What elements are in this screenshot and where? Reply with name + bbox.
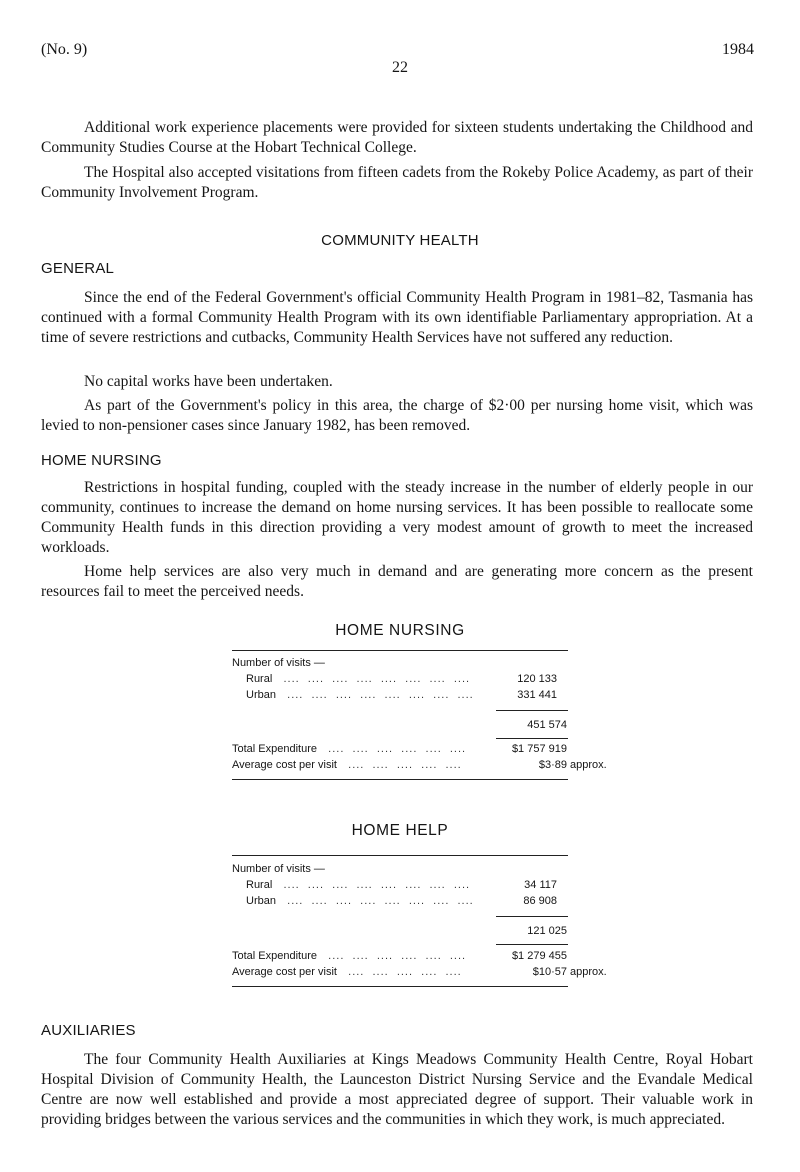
urban-value: 86 908 xyxy=(523,895,557,907)
avg-cost-label: Average cost per visit .... .... .... .... .... xyxy=(232,759,462,771)
subtotal-rule xyxy=(496,916,568,917)
total-rule xyxy=(496,738,568,739)
auxiliaries-paragraph: The four Community Health Auxiliaries at Kings Meadows Community Health Centre, Royal Hobart Hospital Division of Community Health, the Launceston District Nursing Service and the Evandale Medical Centre are now well established and provide a most appreciated degree of support. Their valuable work in providing bridges between the various services and the communities in which they work, is much appreciated. xyxy=(41,1051,753,1128)
rural-value: 34 117 xyxy=(524,879,557,891)
expenditure-value: $1 757 919 xyxy=(511,743,567,755)
approx-note: approx. xyxy=(570,966,607,978)
rural-value: 120 133 xyxy=(517,673,557,685)
subtotal-rule xyxy=(496,710,568,711)
home-nursing-paragraph-1: Restrictions in hospital funding, coupled with the steady increase in the number of elderly people in our community, continues to increase the demand on home nursing services. It has been possible to reallocate some Community Health funds in this direction providing a very modest amount of growth to meet the increased workloads. xyxy=(41,479,753,556)
urban-label: Urban .... .... .... .... .... .... .... .... xyxy=(246,895,474,907)
general-paragraph-1: Since the end of the Federal Government's official Community Health Program in 1981–82, Tasmania has continued with a formal Community Health Program with its own identifiable Parliamentary appropriation. At a time of severe restrictions and cutbacks, Community Health Services have not suffered any reduction. xyxy=(41,289,753,346)
urban-value: 331 441 xyxy=(517,689,557,701)
avg-cost-label: Average cost per visit .... .... .... .... .... xyxy=(232,966,462,978)
avg-cost-value: $10·57 xyxy=(532,966,567,978)
home-nursing-table-title: HOME NURSING xyxy=(335,622,465,639)
visits-label: Number of visits — xyxy=(232,863,325,875)
table-top-rule xyxy=(232,650,568,651)
home-nursing-paragraph-2: Home help services are also very much in demand and are generating more concern as the present resources fail to meet the perceived needs. xyxy=(41,563,753,600)
auxiliaries-heading: AUXILIARIES xyxy=(41,1022,136,1039)
intro-paragraph-1: Additional work experience placements were provided for sixteen students undertaking the Childhood and Community Studies Course at the Hobart Technical College. xyxy=(41,119,753,156)
home-help-table-title: HOME HELP xyxy=(351,822,449,839)
intro-paragraph-2: The Hospital also accepted visitations from fifteen cadets from the Rokeby Police Academy, as part of their Community Involvement Program. xyxy=(41,164,753,201)
visits-label: Number of visits — xyxy=(232,657,325,669)
table-top-rule xyxy=(232,855,568,856)
page-number: 22 xyxy=(392,59,408,76)
table-bottom-rule xyxy=(232,986,568,987)
urban-label: Urban .... .... .... .... .... .... .... .... xyxy=(246,689,474,701)
rural-label: Rural .... .... .... .... .... .... .... .... xyxy=(246,673,471,685)
header-issue-number: (No. 9) xyxy=(41,41,88,58)
approx-note: approx. xyxy=(570,759,607,771)
table-bottom-rule xyxy=(232,779,568,780)
general-heading: GENERAL xyxy=(41,260,115,277)
home-nursing-heading: HOME NURSING xyxy=(41,452,162,469)
expenditure-label: Total Expenditure .... .... .... .... .... .... xyxy=(232,743,467,755)
total-rule xyxy=(496,944,568,945)
total-visits-value: 451 574 xyxy=(527,719,567,731)
expenditure-label: Total Expenditure .... .... .... .... .... .... xyxy=(232,950,467,962)
rural-label: Rural .... .... .... .... .... .... .... .... xyxy=(246,879,471,891)
expenditure-value: $1 279 455 xyxy=(511,950,567,962)
community-health-title: COMMUNITY HEALTH xyxy=(321,232,479,249)
total-visits-value: 121 025 xyxy=(527,925,567,937)
general-paragraph-2: No capital works have been undertaken. xyxy=(84,373,333,390)
general-paragraph-3: As part of the Government's policy in this area, the charge of $2·00 per nursing home visit, which was levied to non-pensioner cases since January 1982, has been removed. xyxy=(41,397,753,434)
header-year: 1984 xyxy=(722,41,754,58)
avg-cost-value: $3·89 xyxy=(538,759,567,771)
